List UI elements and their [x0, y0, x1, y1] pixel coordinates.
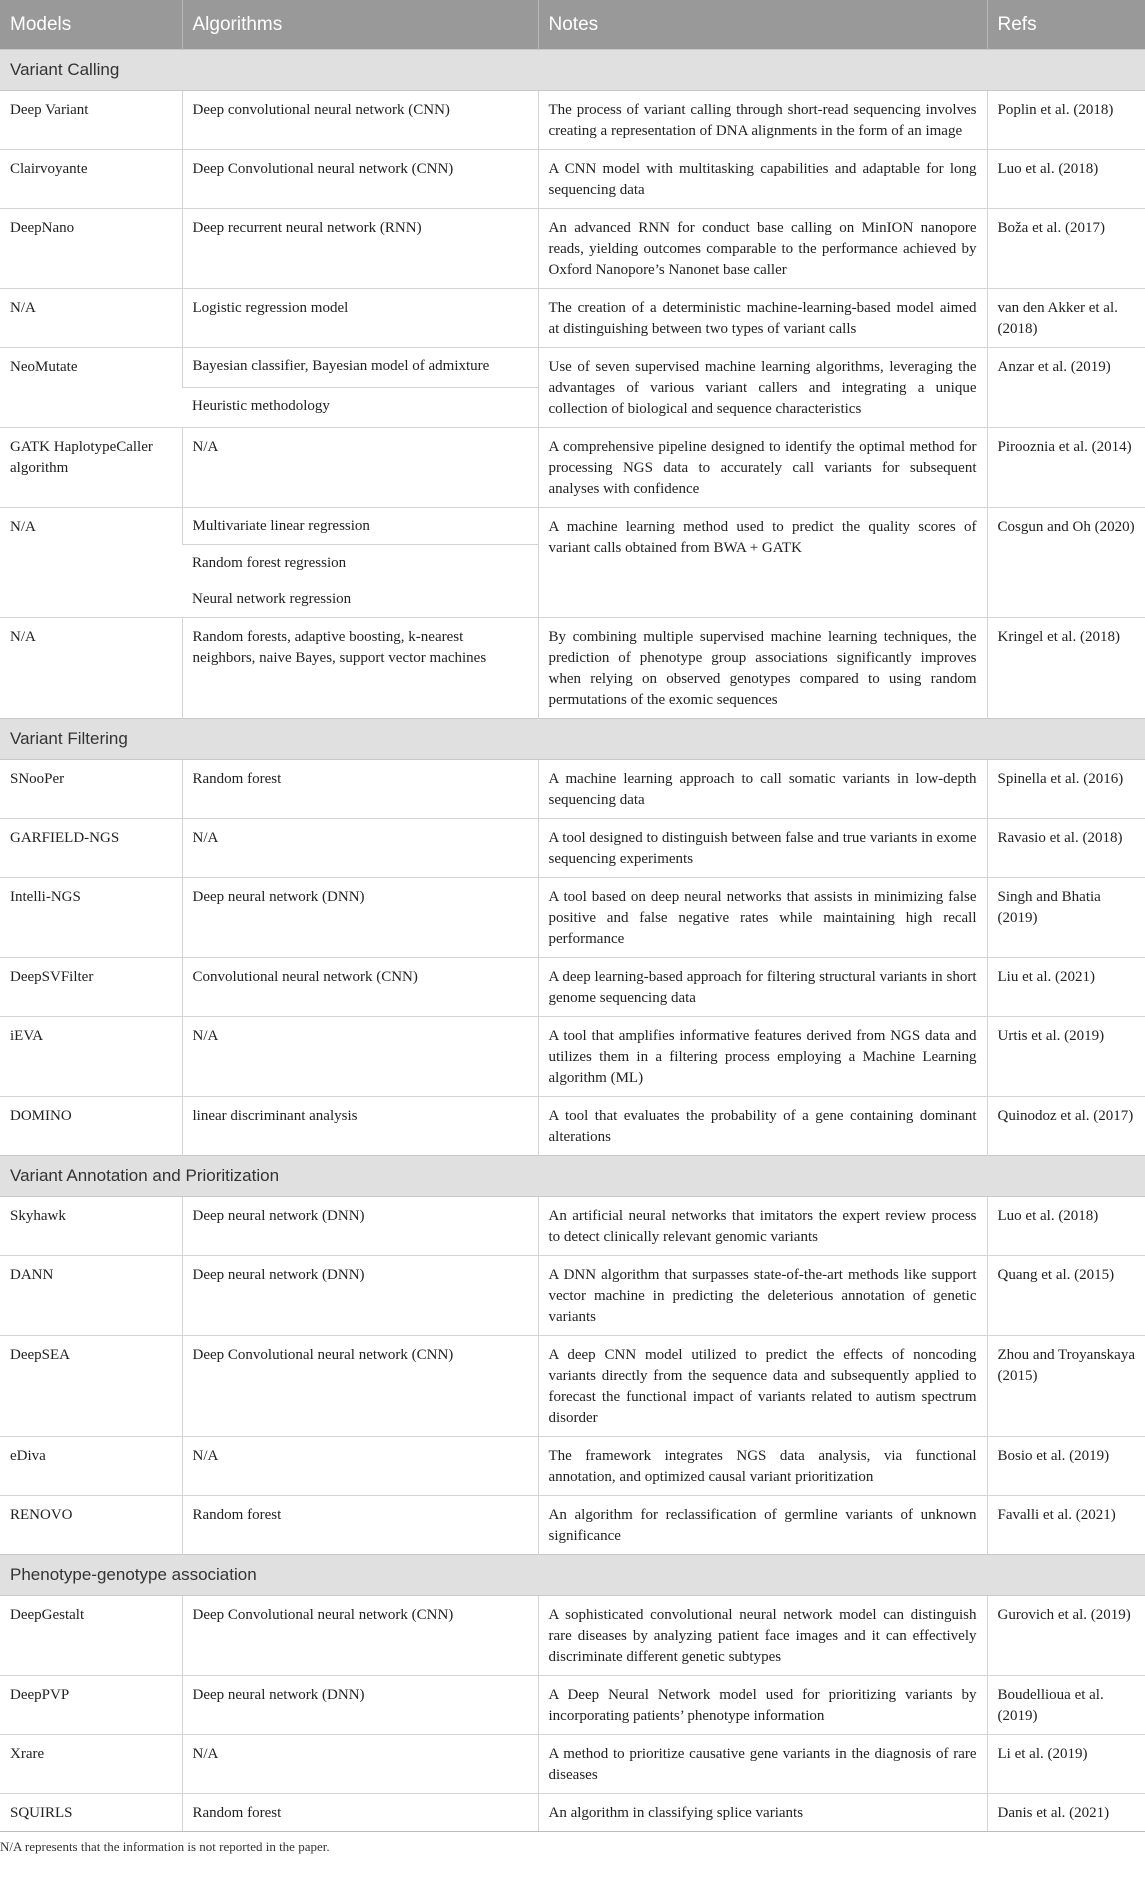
notes-cell: An algorithm in classifying splice variants: [538, 1794, 987, 1832]
ref-cell: Anzar et al. (2019): [987, 348, 1145, 428]
table-row: [0, 1496, 1145, 1555]
algorithm-cell: Bayesian classifier, Bayesian model of admixture: [182, 348, 538, 388]
ref-cell: Cosgun and Oh (2020): [987, 508, 1145, 618]
ref-cell: Urtis et al. (2019): [987, 1017, 1145, 1097]
table-row: [0, 878, 1145, 958]
header-algorithms: Algorithms: [182, 0, 538, 50]
algorithm-cell: Deep neural network (DNN): [182, 1197, 538, 1256]
section-row: [0, 1156, 1145, 1197]
notes-cell: A tool that evaluates the probability of a gene containing dominant alterations: [538, 1097, 987, 1156]
algorithm-cell: Random forests, adaptive boosting, k-nearest neighbors, naive Bayes, support vector machines: [182, 618, 538, 719]
notes-cell: The process of variant calling through short-read sequencing involves creating a representation of DNA alignments in the form of an image: [538, 91, 987, 150]
table-row: [0, 1794, 1145, 1832]
notes-cell: A tool designed to distinguish between false and true variants in exome sequencing experiments: [538, 819, 987, 878]
ref-cell: Favalli et al. (2021): [987, 1496, 1145, 1555]
model-cell: Xrare: [0, 1735, 182, 1794]
notes-cell: A machine learning approach to call somatic variants in low-depth sequencing data: [538, 760, 987, 819]
section-title: Variant Filtering: [0, 719, 1145, 760]
ref-cell: Spinella et al. (2016): [987, 760, 1145, 819]
table-row: [0, 428, 1145, 508]
algorithm-cell: Deep neural network (DNN): [182, 1256, 538, 1336]
model-cell: NeoMutate: [0, 348, 182, 428]
algorithm-cell: Logistic regression model: [182, 289, 538, 348]
algorithm-cell: Random forest regression: [182, 545, 538, 582]
model-cell: GARFIELD-NGS: [0, 819, 182, 878]
ref-cell: Ravasio et al. (2018): [987, 819, 1145, 878]
header-row: [0, 0, 1145, 50]
algorithm-cell: Deep Convolutional neural network (CNN): [182, 1596, 538, 1676]
notes-cell: A comprehensive pipeline designed to identify the optimal method for processing NGS data to accurately call variants for subsequent analyses with confidence: [538, 428, 987, 508]
model-cell: N/A: [0, 508, 182, 618]
algorithm-cell: N/A: [182, 1735, 538, 1794]
table-row: [0, 91, 1145, 150]
notes-cell: A DNN algorithm that surpasses state-of-the-art methods like support vector machine in predicting the deleterious annotation of genetic variants: [538, 1256, 987, 1336]
table-row: [0, 1256, 1145, 1336]
table-row: [0, 1437, 1145, 1496]
table-row: [0, 289, 1145, 348]
notes-cell: A Deep Neural Network model used for prioritizing variants by incorporating patients’ phenotype information: [538, 1676, 987, 1735]
table-row: [0, 1017, 1145, 1097]
ref-cell: Liu et al. (2021): [987, 958, 1145, 1017]
table-row: [0, 1097, 1145, 1156]
algorithm-cell: N/A: [182, 428, 538, 508]
ref-cell: van den Akker et al. (2018): [987, 289, 1145, 348]
ref-cell: Quinodoz et al. (2017): [987, 1097, 1145, 1156]
algorithm-cell: Deep convolutional neural network (CNN): [182, 91, 538, 150]
algorithm-cell: Deep recurrent neural network (RNN): [182, 209, 538, 289]
ref-cell: Poplin et al. (2018): [987, 91, 1145, 150]
notes-cell: An algorithm for reclassification of germline variants of unknown significance: [538, 1496, 987, 1555]
notes-cell: An artificial neural networks that imitators the expert review process to detect clinically relevant genomic variants: [538, 1197, 987, 1256]
model-cell: DOMINO: [0, 1097, 182, 1156]
table-row: [0, 1336, 1145, 1437]
model-cell: RENOVO: [0, 1496, 182, 1555]
algorithm-cell: N/A: [182, 1437, 538, 1496]
ref-cell: Luo et al. (2018): [987, 1197, 1145, 1256]
model-cell: SNooPer: [0, 760, 182, 819]
algorithm-cell: Deep Convolutional neural network (CNN): [182, 1336, 538, 1437]
algorithm-cell: Heuristic methodology: [182, 388, 538, 428]
table-row: [0, 508, 1145, 545]
notes-cell: A tool that amplifies informative features derived from NGS data and utilizes them in a filtering process employing a Machine Learning algorithm (ML): [538, 1017, 987, 1097]
algorithm-cell: Random forest: [182, 1496, 538, 1555]
model-cell: DeepPVP: [0, 1676, 182, 1735]
notes-cell: The creation of a deterministic machine-learning-based model aimed at distinguishing between two types of variant calls: [538, 289, 987, 348]
header-refs: Refs: [987, 0, 1145, 50]
algorithm-cell: Deep neural network (DNN): [182, 1676, 538, 1735]
notes-cell: By combining multiple supervised machine learning techniques, the prediction of phenotype group associations significantly improves when relying on observed genotypes compared to using random permutations of the exomic sequences: [538, 618, 987, 719]
ref-cell: Boža et al. (2017): [987, 209, 1145, 289]
table-row: [0, 150, 1145, 209]
section-title: Variant Annotation and Prioritization: [0, 1156, 1145, 1197]
section-title: Variant Calling: [0, 50, 1145, 91]
algorithm-cell: Deep neural network (DNN): [182, 878, 538, 958]
notes-cell: An advanced RNN for conduct base calling on MinION nanopore reads, yielding outcomes comparable to the performance achieved by Oxford Nanopore’s Nanonet base caller: [538, 209, 987, 289]
table-row: [0, 1676, 1145, 1735]
section-row: [0, 1555, 1145, 1596]
table-row: [0, 1197, 1145, 1256]
ref-cell: Boudellioua et al. (2019): [987, 1676, 1145, 1735]
ref-cell: Li et al. (2019): [987, 1735, 1145, 1794]
algorithm-cell: Deep Convolutional neural network (CNN): [182, 150, 538, 209]
table-row: [0, 618, 1145, 719]
model-cell: DANN: [0, 1256, 182, 1336]
ref-cell: Pirooznia et al. (2014): [987, 428, 1145, 508]
algorithm-cell: Neural network regression: [192, 591, 352, 607]
model-cell: iEVA: [0, 1017, 182, 1097]
ref-cell: Bosio et al. (2019): [987, 1437, 1145, 1496]
table-footnote: N/A represents that the information is not reported in the paper.: [0, 1831, 1145, 1855]
model-cell: DeepSEA: [0, 1336, 182, 1437]
model-cell: Intelli-NGS: [0, 878, 182, 958]
model-cell: DeepNano: [0, 209, 182, 289]
model-cell: DeepGestalt: [0, 1596, 182, 1676]
model-cell: DeepSVFilter: [0, 958, 182, 1017]
model-cell: N/A: [0, 289, 182, 348]
section-row: [0, 50, 1145, 91]
table-row: [0, 958, 1145, 1017]
ref-cell: Quang et al. (2015): [987, 1256, 1145, 1336]
notes-cell: A deep CNN model utilized to predict the effects of noncoding variants directly from the sequence data and subsequently applied to forecast the functional impact of variants related to autism spectrum disorder: [538, 1336, 987, 1437]
table-row: [0, 760, 1145, 819]
ref-cell: Zhou and Troyanskaya (2015): [987, 1336, 1145, 1437]
model-cell: eDiva: [0, 1437, 182, 1496]
model-cell: Clairvoyante: [0, 150, 182, 209]
table-row: [0, 1596, 1145, 1676]
ref-cell: Kringel et al. (2018): [987, 618, 1145, 719]
model-cell: N/A: [0, 618, 182, 719]
notes-cell: A method to prioritize causative gene variants in the diagnosis of rare diseases: [538, 1735, 987, 1794]
notes-cell: A sophisticated convolutional neural network model can distinguish rare diseases by analyzing patient face images and it can effectively discriminate different genetic subtypes: [538, 1596, 987, 1676]
model-cell: SQUIRLS: [0, 1794, 182, 1832]
ref-cell: Danis et al. (2021): [987, 1794, 1145, 1832]
ref-cell: Luo et al. (2018): [987, 150, 1145, 209]
notes-cell: A deep learning-based approach for filtering structural variants in short genome sequencing data: [538, 958, 987, 1017]
model-cell: GATK HaplotypeCaller algorithm: [0, 428, 182, 508]
notes-cell: A machine learning method used to predict the quality scores of variant calls obtained from BWA + GATK: [538, 508, 987, 618]
algorithm-cell: Random forest: [182, 1794, 538, 1832]
table-row: [0, 348, 1145, 388]
notes-cell: Use of seven supervised machine learning algorithms, leveraging the advantages of various variant callers and integrating a unique collection of biological and sequence characteristics: [538, 348, 987, 428]
notes-cell: A CNN model with multitasking capabilities and adaptable for long sequencing data: [538, 150, 987, 209]
algorithm-cell: Multivariate linear regression: [182, 508, 538, 545]
ref-cell: Gurovich et al. (2019): [987, 1596, 1145, 1676]
algorithm-cell: N/A: [182, 1017, 538, 1097]
header-notes: Notes: [538, 0, 987, 50]
algorithm-cell: Random forest: [182, 760, 538, 819]
model-cell: Deep Variant: [0, 91, 182, 150]
ref-cell: Singh and Bhatia (2019): [987, 878, 1145, 958]
table-row: [0, 209, 1145, 289]
algorithm-cell: N/A: [182, 819, 538, 878]
model-cell: Skyhawk: [0, 1197, 182, 1256]
notes-cell: The framework integrates NGS data analysis, via functional annotation, and optimized causal variant prioritization: [538, 1437, 987, 1496]
algorithm-cell: Convolutional neural network (CNN): [182, 958, 538, 1017]
section-row: [0, 719, 1145, 760]
table-row: [0, 819, 1145, 878]
notes-cell: A tool based on deep neural networks that assists in minimizing false positive and false negative rates while maintaining high recall performance: [538, 878, 987, 958]
algorithm-cell: linear discriminant analysis: [182, 1097, 538, 1156]
table-row: [0, 1735, 1145, 1794]
header-models: Models: [0, 0, 182, 50]
section-title: Phenotype-genotype association: [0, 1555, 1145, 1596]
